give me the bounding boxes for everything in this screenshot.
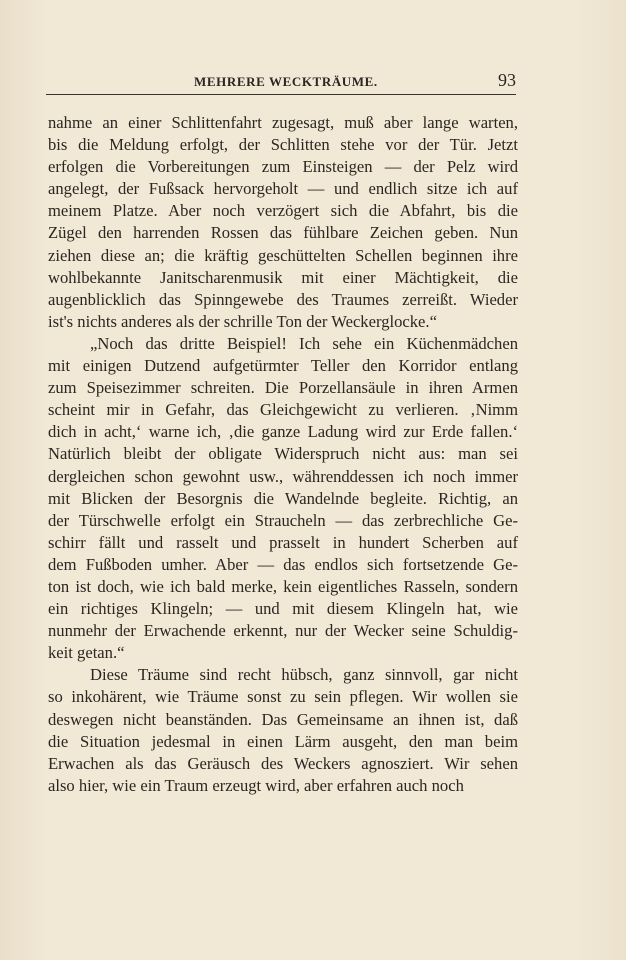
- text-line: bis die Meldung erfolgt, der Schlitten stehe vor der Tür. Jetzt: [48, 135, 518, 155]
- text-line: Diese Träume sind recht hübsch, ganz sinnvoll, gar nicht: [90, 665, 518, 685]
- text-line: zum Speisezimmer schreiten. Die Porzellansäule in ihren Armen: [48, 378, 518, 398]
- text-line: so inkohärent, wie Träume sonst zu sein pflegen. Wir wollen sie: [48, 687, 518, 707]
- page-header: [46, 70, 516, 95]
- paragraph: [48, 112, 518, 333]
- text-line: erfolgen die Vorbereitungen zum Einsteigen — der Pelz wird: [48, 157, 518, 177]
- body-text: [48, 112, 518, 797]
- text-line: dich in acht,‘ warne ich, ‚die ganze Ladung wird zur Erde fallen.‘: [48, 422, 518, 442]
- text-line: wohlbekannte Janitscharenmusik mit einer Mächtigkeit, die: [48, 267, 518, 287]
- text-line: Zügel den harrenden Rossen das fühlbare Zeichen geben. Nun: [48, 223, 518, 243]
- text-line: also hier, wie ein Traum erzeugt wird, aber erfahren auch noch: [48, 775, 464, 795]
- text-line: dem Fußboden umher. Aber — das endlos sich fortsetzende Ge-: [48, 554, 518, 574]
- text-line: nahme an einer Schlittenfahrt zugesagt, muß aber lange warten,: [48, 113, 518, 132]
- text-line: deswegen nicht beanständen. Das Gemeinsame an ihnen ist, daß: [48, 709, 518, 729]
- text-line: nunmehr der Erwachende erkennt, nur der Wecker seine Schuldig-: [48, 621, 518, 641]
- text-line: augenblicklich das Spinngewebe des Traumes zerreißt. Wieder: [48, 289, 518, 309]
- text-line: ton ist doch, wie ich bald merke, kein eigentliches Rasseln, sondern: [48, 576, 518, 596]
- text-line: angelegt, der Fußsack hervorgeholt — und endlich sitze ich auf: [48, 179, 518, 199]
- text-line: ziehen diese an; die kräftig geschüttelten Schellen beginnen ihre: [48, 245, 518, 265]
- text-line: meinem Platze. Aber noch verzögert sich die Abfahrt, bis die: [48, 201, 518, 221]
- text-line: ist's nichts anderes als der schrille Ton der Weckerglocke.“: [48, 311, 437, 331]
- text-line: der Türschwelle erfolgt ein Straucheln — das zerbrechliche Ge-: [48, 510, 518, 530]
- paragraph: [48, 333, 518, 664]
- text-line: Natürlich bleibt der obligate Widerspruch nicht aus: man sei: [48, 444, 518, 464]
- text-line: „Noch das dritte Beispiel! Ich sehe ein Küchenmädchen: [90, 333, 518, 353]
- text-line: die Situation jedesmal in einen Lärm ausgeht, den man beim: [48, 731, 518, 751]
- paragraph: [48, 664, 518, 797]
- running-title: MEHRERE WECKTRÄUME.: [194, 74, 378, 89]
- text-line: dergleichen schon gewohnt usw., währenddessen ich noch immer: [48, 466, 518, 486]
- text-line: schirr fällt und rasselt und prasselt in hundert Scherben auf: [48, 532, 518, 552]
- text-line: scheint mir in Gefahr, das Gleichgewicht zu verlieren. ‚Nimm: [48, 400, 518, 420]
- text-line: Erwachen als das Geräusch des Weckers agnosziert. Wir sehen: [48, 753, 518, 773]
- page-number: 93: [498, 70, 516, 90]
- text-line: mit Blicken der Besorgnis die Wandelnde begleite. Richtig, an: [48, 488, 518, 508]
- text-line: mit einigen Dutzend aufgetürmter Teller den Korridor entlang: [48, 356, 518, 376]
- text-line: keit getan.“: [48, 643, 125, 663]
- text-line: ein richtiges Klingeln; — und mit diesem Klingeln hat, wie: [48, 599, 518, 619]
